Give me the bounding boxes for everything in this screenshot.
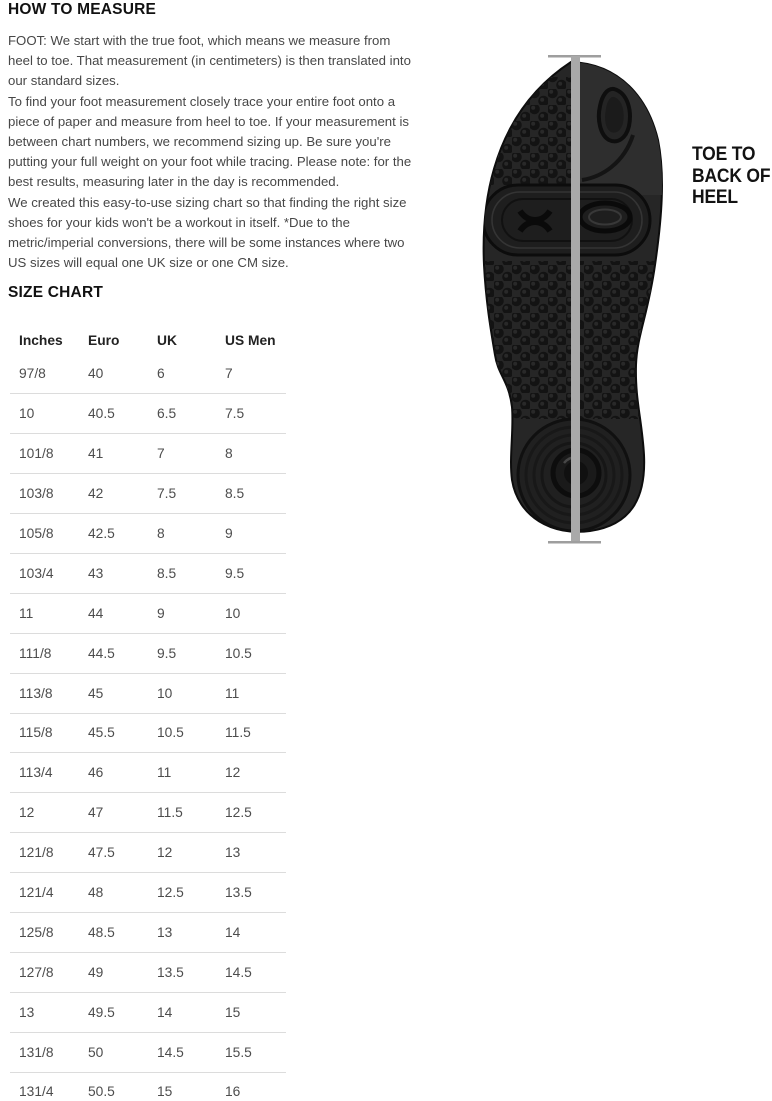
size-cell: 101/8 (10, 434, 79, 474)
size-cell: 40.5 (79, 394, 148, 434)
intro-paragraph: To find your foot measurement closely trace your entire foot onto a piece of paper and measure from heel to toe. If your measurement is between chart numbers, we recommend sizing up. Be sure you're putting your full weight on your foot while tracing. Please note: for the best results, measuring later in the day is recommended. (8, 93, 412, 190)
size-cell: 103/4 (10, 553, 79, 593)
size-cell: 12.5 (148, 873, 216, 913)
measure-instructions (8, 31, 412, 273)
size-cell: 12 (10, 793, 79, 833)
measure-line-bottom-cap (548, 541, 601, 544)
size-cell: 131/8 (10, 1032, 79, 1072)
label-line: TOE TO (692, 144, 756, 165)
table-row (10, 394, 286, 434)
size-cell: 6 (148, 354, 216, 394)
size-cell: 47.5 (79, 833, 148, 873)
size-cell: 10 (148, 673, 216, 713)
table-row (10, 474, 286, 514)
size-cell: 15 (216, 992, 286, 1032)
size-chart-table (10, 332, 286, 1101)
size-cell: 48 (79, 873, 148, 913)
size-cell: 10 (10, 394, 79, 434)
label-line: BACK OF (692, 165, 771, 187)
label-line: HEEL (692, 187, 738, 208)
table-row (10, 514, 286, 554)
size-cell: 9 (148, 593, 216, 633)
size-cell: 121/8 (10, 833, 79, 873)
column-header-euro: Euro (88, 332, 120, 348)
size-cell: 12 (148, 833, 216, 873)
size-cell: 50 (79, 1032, 148, 1072)
size-cell: 10.5 (216, 633, 286, 673)
measure-line-bar (571, 56, 580, 543)
size-cell: 10 (216, 593, 286, 633)
column-header-us-men: US Men (225, 332, 276, 348)
size-cell: 13 (148, 912, 216, 952)
size-cell: 111/8 (10, 633, 79, 673)
size-cell: 44 (79, 593, 148, 633)
intro-paragraph: FOOT: We start with the true foot, which means we measure from heel to toe. That measurement (in centimeters) is then translated into our standard sizes. (8, 33, 411, 89)
table-row (10, 1072, 286, 1101)
size-cell: 115/8 (10, 713, 79, 753)
size-cell: 9.5 (148, 633, 216, 673)
intro-paragraph: We created this easy-to-use sizing chart so that finding the right size shoes for your kids won't be a workout in itself. *Due to the metric/imperial conversions, there will be some instances where two US sizes will equal one UK size or one CM size. (8, 194, 407, 271)
size-cell: 14.5 (216, 952, 286, 992)
size-cell: 11 (216, 673, 286, 713)
table-row (10, 593, 286, 633)
table-row (10, 1032, 286, 1072)
size-cell: 14 (148, 992, 216, 1032)
size-cell: 40 (79, 354, 148, 394)
table-row (10, 434, 286, 474)
size-cell: 8 (216, 434, 286, 474)
size-cell: 7 (216, 354, 286, 394)
size-cell: 11.5 (148, 793, 216, 833)
size-cell: 50.5 (79, 1072, 148, 1101)
table-row (10, 553, 286, 593)
shoe-sole-image (440, 25, 690, 550)
oval-logo-icon (580, 203, 630, 231)
table-row (10, 912, 286, 952)
table-row (10, 713, 286, 753)
size-cell: 47 (79, 793, 148, 833)
size-cell: 9.5 (216, 553, 286, 593)
logo-pod (483, 185, 650, 255)
size-cell: 45 (79, 673, 148, 713)
size-cell: 113/4 (10, 753, 79, 793)
table-row (10, 354, 286, 394)
size-cell: 125/8 (10, 912, 79, 952)
how-to-measure-title: HOW TO MEASURE (8, 1, 157, 18)
size-cell: 13 (216, 833, 286, 873)
size-cell: 48.5 (79, 912, 148, 952)
size-cell: 42 (79, 474, 148, 514)
size-cell: 43 (79, 553, 148, 593)
column-header-uk: UK (157, 332, 177, 348)
size-cell: 42.5 (79, 514, 148, 554)
table-row (10, 793, 286, 833)
table-row (10, 873, 286, 913)
size-cell: 49.5 (79, 992, 148, 1032)
stud-texture (474, 261, 656, 419)
size-cell: 6.5 (148, 394, 216, 434)
size-cell: 9 (216, 514, 286, 554)
size-cell: 15 (148, 1072, 216, 1101)
size-cell: 8 (148, 514, 216, 554)
table-row (10, 753, 286, 793)
size-cell: 7.5 (216, 394, 286, 434)
size-cell: 11.5 (216, 713, 286, 753)
size-cell: 13.5 (216, 873, 286, 913)
size-cell: 13.5 (148, 952, 216, 992)
size-cell: 41 (79, 434, 148, 474)
table-header-row (10, 332, 286, 354)
size-cell: 131/4 (10, 1072, 79, 1101)
table-row (10, 633, 286, 673)
size-cell: 121/4 (10, 873, 79, 913)
size-cell: 105/8 (10, 514, 79, 554)
size-cell: 127/8 (10, 952, 79, 992)
size-cell: 15.5 (216, 1032, 286, 1072)
size-cell: 97/8 (10, 354, 79, 394)
size-cell: 14.5 (148, 1032, 216, 1072)
size-cell: 46 (79, 753, 148, 793)
size-cell: 49 (79, 952, 148, 992)
size-cell: 8.5 (148, 553, 216, 593)
table-row (10, 992, 286, 1032)
toe-to-heel-label (692, 144, 772, 209)
size-cell: 14 (216, 912, 286, 952)
size-cell: 11 (148, 753, 216, 793)
size-cell: 7.5 (148, 474, 216, 514)
size-cell: 13 (10, 992, 79, 1032)
size-table-body (10, 354, 286, 1101)
size-cell: 7 (148, 434, 216, 474)
table-row (10, 952, 286, 992)
size-cell: 8.5 (216, 474, 286, 514)
size-cell: 103/8 (10, 474, 79, 514)
column-header-inches: Inches (19, 332, 63, 348)
size-cell: 12 (216, 753, 286, 793)
stud-texture (474, 77, 571, 185)
toe-cutout (599, 89, 630, 141)
size-cell: 16 (216, 1072, 286, 1101)
size-cell: 12.5 (216, 793, 286, 833)
table-row (10, 673, 286, 713)
size-cell: 44.5 (79, 633, 148, 673)
table-row (10, 833, 286, 873)
size-cell: 113/8 (10, 673, 79, 713)
size-cell: 45.5 (79, 713, 148, 753)
size-chart-title: SIZE CHART (8, 284, 103, 301)
size-cell: 10.5 (148, 713, 216, 753)
size-cell: 11 (10, 593, 79, 633)
